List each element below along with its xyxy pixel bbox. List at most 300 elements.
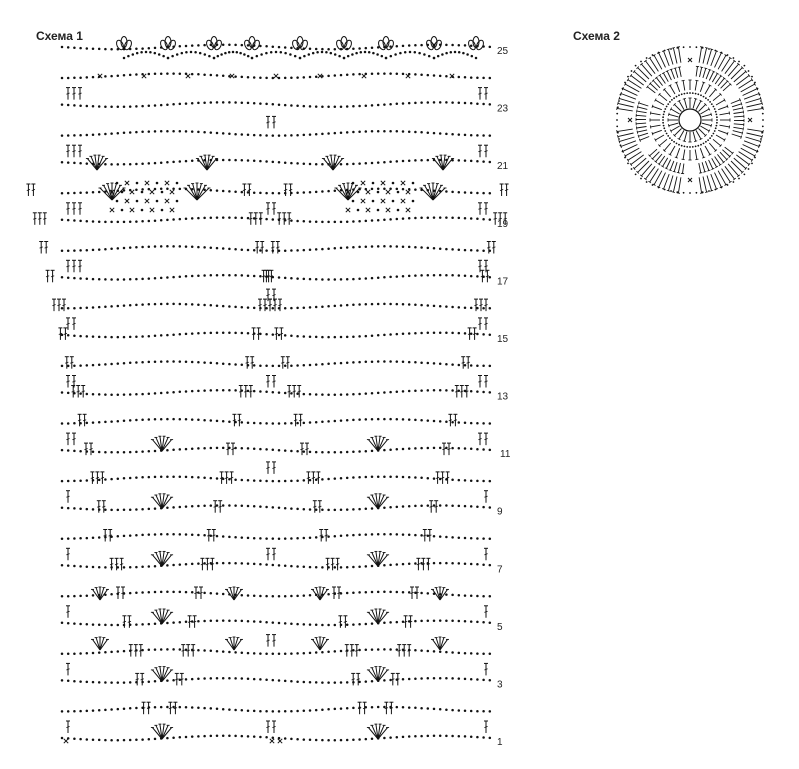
petal-stitch-mark [667, 190, 670, 191]
chain-stitch-mark [702, 191, 704, 193]
round-4-stitch-mark [700, 67, 703, 68]
chain-stitch-mark [616, 113, 618, 115]
petal-stitch-mark [673, 177, 677, 193]
round-1-stitch-mark [674, 104, 681, 111]
chain-stitch-mark [713, 133, 715, 135]
chain-stitch-mark [669, 137, 671, 139]
round-4-stitch-mark [741, 136, 742, 139]
petal-stitch-mark [728, 64, 738, 76]
round-1-stitch-mark [696, 130, 701, 139]
petal-stitch-mark [631, 155, 644, 165]
round-3-stitch-mark [720, 125, 730, 127]
chain-stitch-mark [631, 168, 633, 170]
chain-stitch-mark [667, 135, 669, 137]
petal-stitch-mark [667, 49, 670, 50]
round-4-stitch-mark [674, 68, 677, 69]
chain-stitch-mark [757, 151, 759, 153]
petal-stitch-mark [642, 164, 652, 176]
chain-stitch-mark [762, 119, 764, 121]
chain-stitch-mark [703, 143, 705, 145]
petal-stitch-mark [747, 103, 763, 107]
chain-stitch-mark [733, 57, 735, 59]
chain-stitch-mark [635, 174, 637, 176]
chain-stitch-mark [727, 184, 729, 186]
round-4-stitch-mark [705, 161, 709, 170]
petal-stitch-mark [734, 72, 746, 82]
round-4-stitch-mark [639, 139, 640, 142]
petal-stitch-mark [646, 61, 656, 74]
petal-stitch-mark [707, 49, 712, 64]
chain-stitch-mark [738, 178, 740, 180]
chain-stitch-mark [681, 145, 683, 147]
chain-stitch-mark [721, 52, 723, 54]
chain-stitch-mark [658, 52, 660, 54]
row-number-label: 1 [497, 737, 503, 748]
petal-stitch-mark [634, 158, 646, 168]
petal-stitch-mark [673, 48, 677, 64]
row-number-label: 9 [497, 506, 503, 518]
petal-stitch-mark [638, 68, 649, 79]
round-4-stitch-mark [742, 132, 743, 135]
chain-stitch-mark [689, 192, 691, 194]
chain-stitch-mark [692, 146, 694, 148]
round-4-stitch-mark [670, 161, 674, 170]
chain-stitch-mark [700, 94, 702, 96]
round-3-stitch-mark [683, 81, 685, 91]
chain-stitch-mark [684, 146, 686, 148]
chain-stitch-mark [683, 192, 685, 194]
chain-stitch-mark [676, 143, 678, 145]
chain-stitch-mark [664, 50, 666, 52]
scheme-2-title: Схема 2 [573, 29, 620, 43]
chain-stitch-mark [689, 46, 691, 48]
round-1-stitch-mark [668, 113, 669, 116]
round-4-stitch-mark [699, 173, 702, 174]
chain-stitch-mark [738, 61, 740, 63]
row-number-label: 15 [497, 333, 509, 345]
chain-stitch-mark [707, 99, 709, 101]
petal-stitch-mark [664, 174, 670, 189]
round-4-stitch-mark [733, 127, 743, 129]
chain-stitch-mark [616, 119, 618, 121]
chain-stitch-mark [669, 101, 671, 103]
chain-stitch-mark [696, 192, 698, 194]
round-1-stitch-mark [711, 113, 712, 116]
chain-stitch-mark [617, 132, 619, 134]
petal-stitch-mark [619, 137, 634, 142]
row-number-label: 3 [497, 679, 503, 691]
petal-stitch-mark [678, 47, 681, 63]
chain-stitch-mark [689, 146, 691, 148]
chain-stitch-mark [676, 191, 678, 193]
chain-stitch-mark [761, 106, 763, 108]
round-1-stitch-mark [668, 124, 669, 127]
chain-stitch-mark [727, 54, 729, 56]
chain-stitch-mark [652, 54, 654, 56]
petal-stitch-mark [711, 51, 717, 66]
row-number-label: 19 [497, 218, 509, 230]
round-3-stitch-mark [682, 159, 685, 160]
petal-stitch-mark [618, 135, 619, 138]
chain-stitch-mark [670, 48, 672, 50]
petal-stitch-mark [678, 177, 681, 193]
chain-stitch-mark [678, 144, 680, 146]
petal-stitch-mark [617, 129, 633, 132]
chain-stitch-mark [662, 119, 664, 121]
round-3-stitch-mark [700, 82, 703, 91]
chain-stitch-mark [705, 97, 707, 99]
chain-stitch-mark [618, 100, 620, 102]
chain-stitch-mark [760, 100, 762, 102]
round-3-stitch-mark [702, 82, 705, 83]
row-number-label: 11 [500, 449, 511, 461]
round-4-stitch-mark [663, 73, 668, 82]
round-4-stitch-mark [660, 75, 666, 83]
petal-stitch-mark [631, 76, 644, 86]
round-1-stitch-mark [699, 104, 706, 111]
round-3-stitch-mark [705, 85, 710, 94]
petal-stitch-mark [672, 48, 675, 49]
chain-stitch-mark [762, 126, 764, 128]
chain-stitch-mark [620, 94, 622, 96]
chain-stitch-mark [622, 151, 624, 153]
round-4-stitch-mark [734, 112, 744, 114]
chain-stitch-mark [667, 103, 669, 105]
chain-stitch-mark [695, 93, 697, 95]
round-3-stitch-mark [655, 100, 664, 105]
petal-stitch-mark [731, 68, 742, 79]
round-4-stitch-mark [740, 98, 741, 101]
round-1-stitch-mark [669, 123, 679, 126]
round-3-stitch-mark [683, 150, 685, 160]
round-3-stitch-mark [718, 106, 727, 109]
round-4-stitch-mark [712, 158, 717, 167]
round-4-stitch-mark [666, 160, 670, 169]
round-4-stitch-mark [712, 74, 717, 83]
round-4-stitch-mark [700, 67, 702, 77]
petal-stitch-mark [736, 155, 749, 165]
chain-stitch-mark [663, 125, 665, 127]
chain-stitch-mark [646, 57, 648, 59]
chain-stitch-mark [676, 47, 678, 49]
round-4-stitch-mark [638, 107, 648, 110]
petal-stitch-mark [618, 103, 634, 107]
chain-stitch-mark [700, 144, 702, 146]
round-4-stitch-mark [706, 70, 710, 79]
round-4-stitch-mark [742, 106, 743, 109]
chain-stitch-mark [708, 48, 710, 50]
round-3-stitch-mark [659, 139, 667, 145]
petal-stitch-mark [703, 177, 707, 193]
chain-stitch-mark [696, 46, 698, 48]
petal-stitch-mark [725, 166, 735, 179]
round-3-stitch-mark [729, 112, 730, 115]
chain-stitch-mark [671, 139, 673, 141]
round-4-stitch-mark [703, 172, 706, 173]
chain-stitch-mark [714, 108, 716, 110]
chain-stitch-mark [744, 174, 746, 176]
petal-stitch-mark [668, 176, 673, 191]
round-3-stitch-mark [652, 130, 661, 133]
chain-stitch-mark [754, 82, 756, 84]
round-4-stitch-mark [707, 170, 710, 171]
round-3-stitch-mark [695, 81, 697, 91]
round-3-stitch-mark [670, 146, 675, 155]
round-4-stitch-mark [683, 164, 684, 174]
chain-stitch-mark [697, 93, 699, 95]
petal-stitch-mark [747, 133, 763, 137]
chain-stitch-mark [733, 181, 735, 183]
chain-stitch-mark [760, 138, 762, 140]
chain-stitch-mark [751, 76, 753, 78]
round-4-stitch-mark [638, 135, 639, 138]
chain-stitch-mark [709, 137, 711, 139]
round-3-stitch-mark [659, 94, 667, 100]
chain-stitch-mark [664, 189, 666, 191]
chain-stitch-mark [671, 99, 673, 101]
round-1-stitch-mark [700, 109, 709, 114]
round-3-stitch-mark [652, 106, 661, 109]
chain-stitch-mark [640, 178, 642, 180]
petal-stitch-mark [646, 166, 656, 179]
round-4-stitch-mark [732, 134, 742, 137]
chain-stitch-mark [640, 61, 642, 63]
chain-stitch-mark [762, 113, 764, 115]
chain-stitch-mark [716, 125, 718, 127]
round-4-stitch-mark [734, 124, 744, 125]
round-3-stitch-mark [718, 130, 727, 133]
chain-stitch-mark [635, 65, 637, 67]
round-4-stitch-mark [703, 68, 706, 78]
chain-stitch-mark [754, 157, 756, 159]
round-4-stitch-mark [743, 127, 744, 130]
chain-stitch-mark [663, 111, 665, 113]
petal-stitch-mark [668, 49, 673, 64]
chain-stitch-mark [624, 157, 626, 159]
round-1-stitch-mark [684, 132, 687, 142]
row-number-label: 21 [497, 161, 509, 173]
round-1-stitch-mark [694, 98, 697, 99]
round-1-stitch-mark [693, 132, 696, 142]
chain-stitch-mark [705, 141, 707, 143]
petal-stitch-mark [703, 48, 707, 64]
petal-stitch-mark [736, 76, 749, 86]
chain-stitch-mark [711, 135, 713, 137]
round-1-stitch-mark [679, 130, 684, 139]
chain-stitch-mark [624, 82, 626, 84]
chain-stitch-mark [673, 141, 675, 143]
petal-stitch-mark [725, 61, 735, 74]
round-4-stitch-mark [733, 131, 743, 134]
chain-stitch-mark [618, 138, 620, 140]
chain-stitch-mark [702, 47, 704, 49]
chain-stitch-mark [716, 119, 718, 121]
petal-stitch-mark [638, 161, 649, 172]
petal-stitch-mark [760, 140, 761, 143]
round-4-stitch-mark [671, 69, 675, 78]
round-1-stitch-mark [679, 101, 684, 110]
petal-stitch-mark [731, 161, 742, 172]
petal-stitch-mark [744, 141, 759, 147]
round-4-stitch-mark [637, 111, 647, 113]
round-3-stitch-mark [727, 105, 728, 108]
round-1-stitch-mark [693, 99, 696, 109]
round-4-stitch-mark [702, 162, 705, 172]
row-number-label: 13 [497, 391, 509, 403]
row-number-label: 7 [497, 564, 503, 576]
petal-stitch-mark [618, 133, 634, 137]
petal-stitch-mark [634, 72, 646, 82]
round-1-stitch-mark [671, 126, 680, 131]
chain-stitch-mark [666, 106, 668, 108]
petal-stitch-mark [619, 98, 634, 103]
chain-stitch-mark [673, 97, 675, 99]
chain-stitch-mark [617, 106, 619, 108]
round-4-stitch-mark [673, 171, 676, 172]
round-1-stitch-mark [702, 123, 712, 126]
chain-stitch-mark [683, 46, 685, 48]
petal-stitch-mark [707, 176, 712, 191]
chain-stitch-mark [748, 168, 750, 170]
chain-stitch-mark [620, 144, 622, 146]
round-4-stitch-mark [679, 67, 681, 77]
round-4-stitch-mark [677, 172, 680, 173]
petal-stitch-mark [744, 94, 759, 100]
petal-stitch-mark [672, 192, 675, 193]
scheme-1-title: Схема 1 [36, 29, 83, 43]
petal-stitch-mark [710, 49, 713, 50]
chain-stitch-mark [721, 187, 723, 189]
round-4-stitch-mark [639, 103, 649, 106]
petal-stitch-mark [619, 97, 620, 100]
chain-stitch-mark [757, 88, 759, 90]
chain-stitch-mark [761, 132, 763, 134]
chain-stitch-mark [686, 146, 688, 148]
chain-stitch-mark [686, 92, 688, 94]
chain-stitch-mark [759, 144, 761, 146]
round-4-stitch-mark [639, 133, 649, 136]
chain-stitch-mark [703, 96, 705, 98]
petal-stitch-mark [642, 64, 652, 76]
petal-stitch-mark [746, 98, 761, 103]
chain-stitch-mark [716, 122, 718, 124]
round-4-stitch-mark [733, 108, 743, 110]
round-4-stitch-mark [678, 163, 680, 173]
petal-stitch-mark [760, 97, 761, 100]
round-4-stitch-mark [669, 170, 672, 171]
round-3-stitch-mark [709, 89, 715, 97]
round-1-stitch-mark [696, 101, 701, 110]
round-3-stitch-mark [716, 100, 725, 105]
round-4-stitch-mark [734, 116, 744, 117]
round-3-stitch-mark [651, 113, 661, 115]
chain-stitch-mark [627, 76, 629, 78]
round-4-stitch-mark [637, 105, 638, 108]
chain-stitch-mark [715, 127, 717, 129]
chain-stitch-mark [715, 111, 717, 113]
chain-stitch-mark [708, 190, 710, 192]
petal-stitch-mark [664, 51, 670, 66]
chain-stitch-mark [707, 139, 709, 141]
round-3-stitch-mark [655, 135, 664, 140]
petal-stitch-mark [762, 102, 763, 105]
round-4-stitch-mark [732, 104, 742, 107]
round-1-stitch-mark [699, 129, 706, 136]
round-3-stitch-mark [675, 157, 678, 158]
chain-stitch-mark [678, 94, 680, 96]
chain-stitch-mark [616, 126, 618, 128]
round-4-stitch-mark [637, 127, 647, 129]
round-4-stitch-mark [709, 160, 713, 169]
chain-stitch-mark [714, 50, 716, 52]
chain-stitch-mark [713, 106, 715, 108]
petal-stitch-mark [619, 140, 620, 143]
round-3-stitch-mark [695, 80, 698, 81]
petal-stitch-mark [699, 177, 702, 193]
round-1-stitch-mark [671, 109, 680, 114]
chain-stitch-mark [662, 122, 664, 124]
round-3-stitch-mark [651, 125, 661, 127]
petal-stitch-mark [746, 137, 761, 142]
chain-stitch-mark [697, 145, 699, 147]
petal-stitch-mark [621, 141, 636, 147]
round-4-stitch-mark [675, 68, 678, 78]
chain-stitch-mark [751, 163, 753, 165]
round-3-stitch-mark [695, 150, 697, 160]
round-4-stitch-mark [670, 69, 673, 70]
chain-stitch-mark [714, 189, 716, 191]
round-3-stitch-mark [713, 139, 721, 145]
petal-stitch-mark [705, 192, 708, 193]
round-4-stitch-mark [704, 68, 707, 69]
round-4-stitch-mark [715, 157, 721, 165]
round-3-stitch-mark [664, 89, 670, 97]
petal-stitch-mark [617, 108, 633, 111]
round-4-stitch-mark [696, 67, 697, 77]
round-4-stitch-mark [667, 71, 671, 80]
round-4-stitch-mark [647, 87, 655, 93]
round-3-stitch-mark [709, 143, 715, 151]
chain-stitch-mark [676, 96, 678, 98]
petal-stitch-mark [705, 48, 708, 49]
round-3-stitch-mark [702, 157, 705, 158]
round-3-stitch-mark [676, 82, 679, 91]
chain-stitch-mark [695, 146, 697, 148]
round-4-stitch-mark [678, 67, 681, 68]
round-1-stitch-mark [683, 141, 686, 142]
chain-stitch-mark [689, 92, 691, 94]
chain-stitch-mark [627, 163, 629, 165]
magic-ring-mark [679, 109, 701, 131]
round-3-stitch-mark [676, 148, 679, 157]
round-4-stitch-mark [638, 101, 639, 104]
chain-stitch-mark [684, 93, 686, 95]
round-4-stitch-mark [731, 100, 740, 104]
round-3-stitch-mark [705, 146, 710, 155]
chain-stitch-mark [748, 70, 750, 72]
chain-stitch-mark [622, 88, 624, 90]
petal-stitch-mark [699, 47, 702, 63]
round-4-stitch-mark [709, 72, 713, 81]
round-4-stitch-mark [725, 147, 733, 153]
petal-stitch-mark [747, 129, 763, 132]
round-3-stitch-mark [727, 132, 728, 135]
round-3-stitch-mark [664, 143, 670, 151]
chain-stitch-mark [670, 190, 672, 192]
petal-stitch-mark [747, 108, 763, 111]
chain-stitch-mark [666, 133, 668, 135]
petal-stitch-mark [728, 164, 738, 176]
